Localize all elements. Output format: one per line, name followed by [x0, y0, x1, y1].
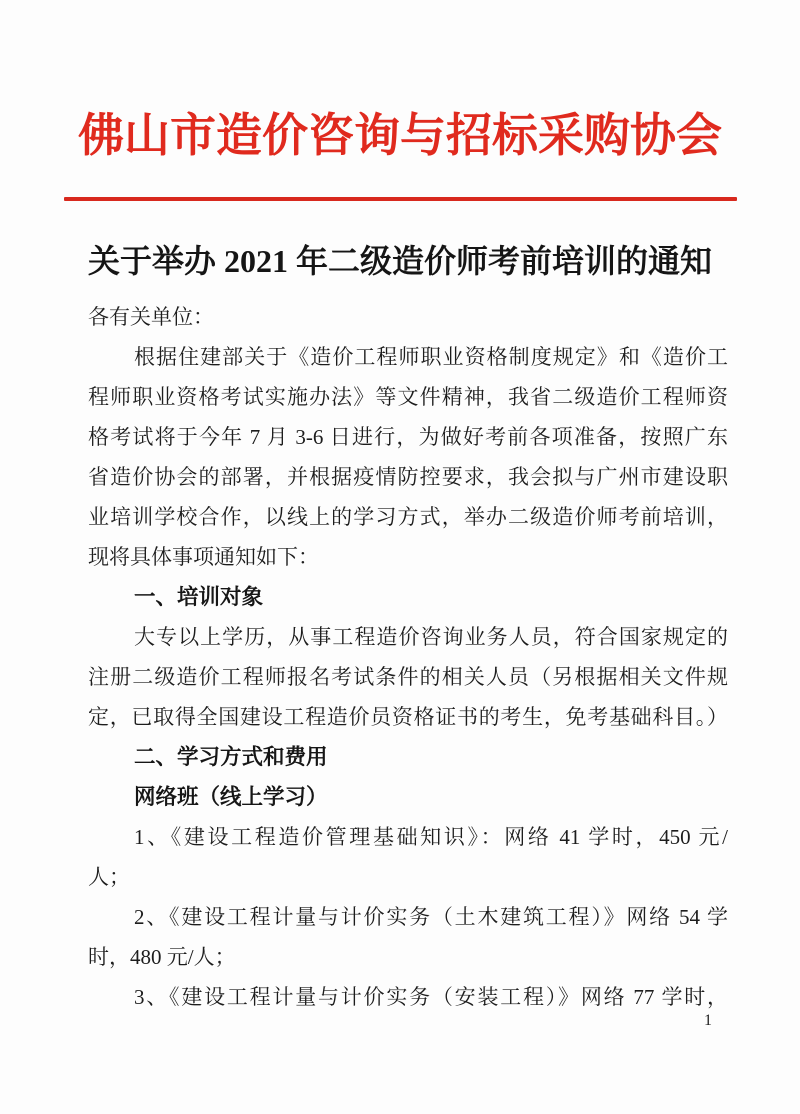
- text-line: 格考试将于今年 7 月 3-6 日进行，为做好考前各项准备，按照广东: [88, 425, 728, 449]
- text-line: 业培训学校合作，以线上的学习方式，举办二级造价师考前培训，: [88, 505, 728, 529]
- page-number: 1: [704, 1012, 712, 1029]
- notice-body: [88, 297, 728, 1017]
- text-line: 3、《建设工程计量与计价实务（安装工程）》网络 77 学时，: [134, 985, 728, 1009]
- text-line: 时，480 元/人；: [88, 945, 236, 969]
- header-divider: [64, 197, 737, 201]
- text-line: 根据住建部关于《造价工程师职业资格制度规定》和《造价工: [134, 345, 728, 369]
- notice-title: 关于举办 2021 年二级造价师考前培训的通知: [87, 243, 712, 279]
- text-line: 2、《建设工程计量与计价实务（土木建筑工程）》网络 54 学: [134, 905, 728, 929]
- text-line: 各有关单位：: [88, 305, 214, 329]
- text-line: 二、学习方式和费用: [134, 745, 328, 769]
- text-line: 定，已取得全国建设工程造价员资格证书的考生，免考基础科目。）: [88, 705, 728, 729]
- org-title: 佛山市造价咨询与招标采购协会: [78, 110, 722, 161]
- text-line: 一、培训对象: [134, 585, 264, 609]
- text-line: 人；: [88, 865, 130, 889]
- text-line: 1、《建设工程造价管理基础知识》：网络 41 学时，450 元/: [134, 825, 728, 849]
- text-line: 现将具体事项通知如下：: [88, 545, 319, 569]
- text-line: 省造价协会的部署，并根据疫情防控要求，我会拟与广州市建设职: [88, 465, 728, 489]
- text-line: 注册二级造价工程师报名考试条件的相关人员（另根据相关文件规: [88, 665, 728, 689]
- text-line: 程师职业资格考试实施办法》等文件精神，我省二级造价工程师资: [88, 385, 728, 409]
- text-line: 大专以上学历，从事工程造价咨询业务人员，符合国家规定的: [134, 625, 728, 649]
- text-line: 网络班（线上学习）: [134, 785, 328, 809]
